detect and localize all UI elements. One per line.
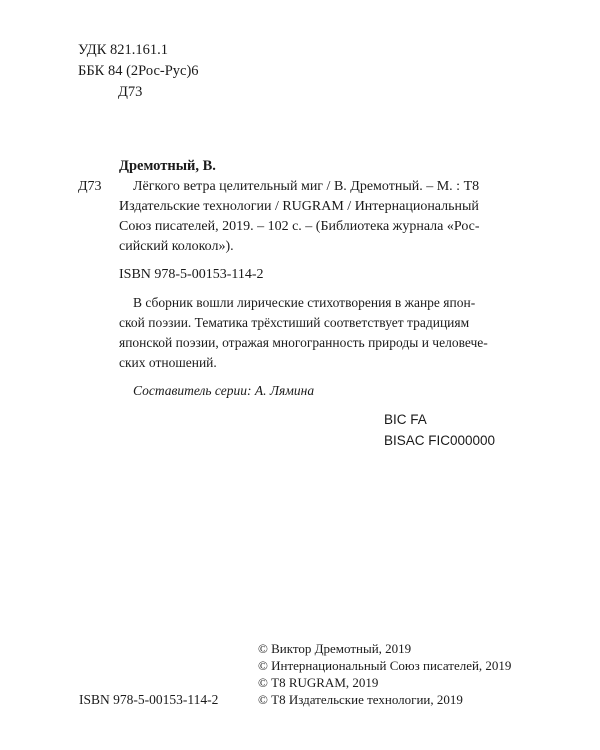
annotation-line-2: ской поэзии. Тематика трёхстиший соответствует традициям [119,315,470,330]
footer-isbn: ISBN 978-5-00153-114-2 [79,692,219,707]
copyright-author: © Виктор Дремотный, 2019 [258,641,412,656]
record-desc-line-4: сийский колокол»). [119,239,234,254]
bisac-code: BISAC FIC000000 [384,433,496,448]
series-compiler: Составитель серии: А. Лямина [133,383,315,398]
annotation-line-3: японской поэзии, отражая многогранность природы и человече- [119,335,488,350]
record-author: Дремотный, В. [119,158,216,174]
copyright-rugram: © Т8 RUGRAM, 2019 [258,675,379,690]
bbk-code: ББК 84 (2Рос-Рус)6 [78,63,199,79]
annotation-line-4: ских отношений. [119,355,217,370]
record-author-mark: Д73 [78,179,102,194]
record-isbn: ISBN 978-5-00153-114-2 [119,267,264,282]
copyright-union: © Интернациональный Союз писателей, 2019 [258,658,512,673]
copyright-t8: © Т8 Издательские технологии, 2019 [258,692,463,707]
record-desc-line-2: Издательские технологии / RUGRAM / Интернациональный [119,199,479,214]
annotation-line-1: В сборник вошли лирические стихотворения в жанре япон- [133,295,476,310]
author-mark: Д73 [118,84,143,100]
udk-code: УДК 821.161.1 [78,42,168,58]
record-desc-line-3: Союз писателей, 2019. – 102 с. – (Библиотека журнала «Рос- [119,219,480,234]
bic-code: BIC FA [384,412,427,427]
record-desc-line-1: Лёгкого ветра целительный миг / В. Дремотный. – М. : Т8 [133,179,480,194]
